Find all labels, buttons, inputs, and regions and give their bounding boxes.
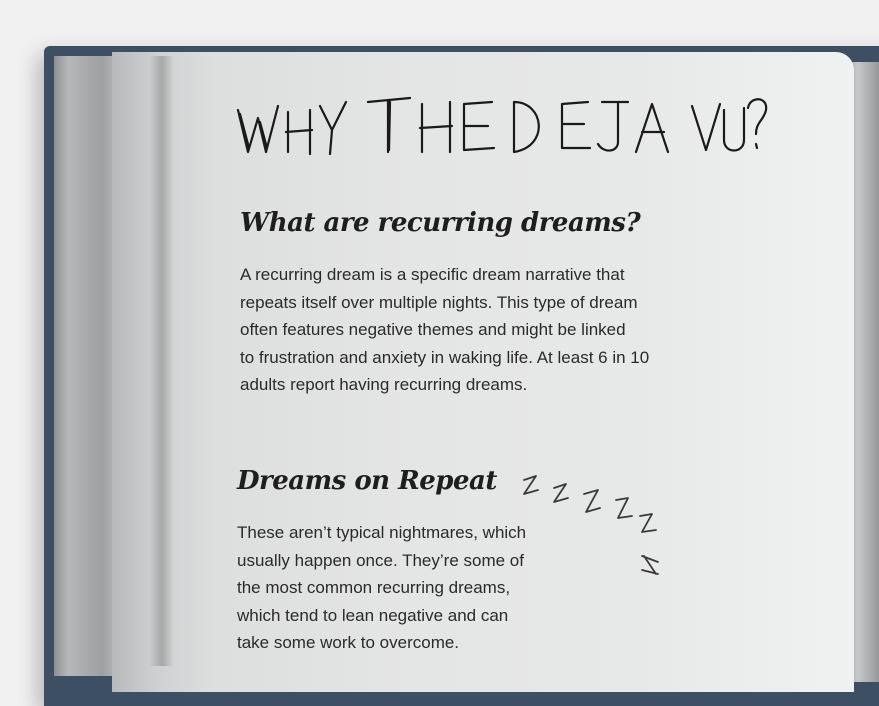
page-gutter <box>150 56 174 666</box>
paragraph-line: often features negative themes and might be linked <box>240 320 626 339</box>
paragraph-line: to frustration and anxiety in waking life. At least 6 in 10 <box>240 347 650 367</box>
section-paragraph-dreams-on-repeat <box>237 519 537 657</box>
sleeping-zzz-icon <box>518 470 678 588</box>
section-paragraph-recurring-dreams <box>240 261 670 399</box>
paragraph-line: which tend to lean negative and can <box>237 605 509 625</box>
paragraph-line: the most common recurring dreams, <box>237 578 511 597</box>
paragraph-line: usually happen once. They’re some of <box>237 550 524 570</box>
paragraph-line: take some work to overcome. <box>237 633 460 652</box>
handwritten-title <box>232 82 772 162</box>
paragraph-line: These aren’t typical nightmares, which <box>237 523 527 542</box>
section-heading-recurring-dreams: What are recurring dreams? <box>240 208 641 238</box>
section-heading-dreams-on-repeat: Dreams on Repeat <box>237 466 497 496</box>
paragraph-line: repeats itself over multiple nights. This type of dream <box>240 292 638 312</box>
paragraph-line: A recurring dream is a specific dream narrative that <box>240 265 625 284</box>
paragraph-line: adults report having recurring dreams. <box>240 375 528 394</box>
